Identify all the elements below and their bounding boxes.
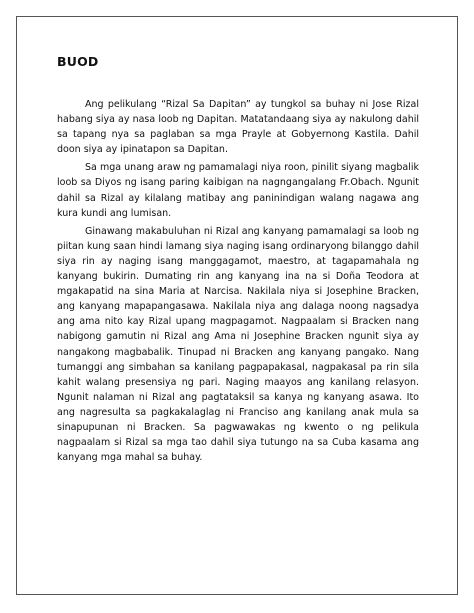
document-title: BUOD <box>57 54 99 69</box>
paragraph-2: Sa mga unang araw ng pamamalagi niya roon, pinilit siyang magbalik loob sa Diyos ng isang paring kaibigan na nagngangalang Fr.Obach. Ngunit dahil sa Rizal ay kilalang matibay ang paninindigan walang nagawa ang kura kundi ang lumisan. <box>57 162 419 219</box>
paragraph-3: Ginawang makabuluhan ni Rizal ang kanyang pamamalagi sa loob ng piitan kung saan hindi lamang siya naging isang ordinaryong bilanggo dahil siya rin ay naging isang manggagamot, maestro, at tagapamahala ng kanyang bukirin. Dumating rin ang kanyang ina na si Doña Teodora at mgakapatid na sina Maria at Narcisa. Nakilala niya si Josephine Bracken, ang kanyang mapapangasawa. Nakilala niya ang dalaga noong nagsadya ang ama nito kay Rizal upang magpagamot. Nagpaalam si Bracken nang nabigong gamutin ni Rizal ang Ama ni Josephine Bracken ngunit siya ay nangakong magbabalik. Tinupad ni Bracken ang kanyang pangako. Nang tumanggi ang simbahan sa kanilang pagpapakasal, nagpakasal pa rin sila kahit walang presensiya ng pari. Naging maayos ang kanilang relasyon. Ngunit nalaman ni Rizal ang pagtataksil sa kanya ng kanyang asawa. Ito ang nagresulta sa pagkakalaglag ni Franciso ang kanilang anak mula sa sinapupunan ni Bracken. Sa pagwawakas ng kwento o ng pelikula nagpaalam si Rizal sa mga tao dahil siya tutungo na sa Cuba kasama ang kanyang mga mahal sa buhay. <box>57 225 419 464</box>
paragraph-1: Ang pelikulang “Rizal Sa Dapitan” ay tungkol sa buhay ni Jose Rizal habang siya ay nasa loob ng Dapitan. Matatandaang siya ay nakulong dahil sa tapang nya sa paglaban sa mga Prayle at Gobyernong Kastila. Dahil doon siya ay ipinatapon sa Dapitan. <box>57 99 419 156</box>
document-body <box>57 54 419 468</box>
